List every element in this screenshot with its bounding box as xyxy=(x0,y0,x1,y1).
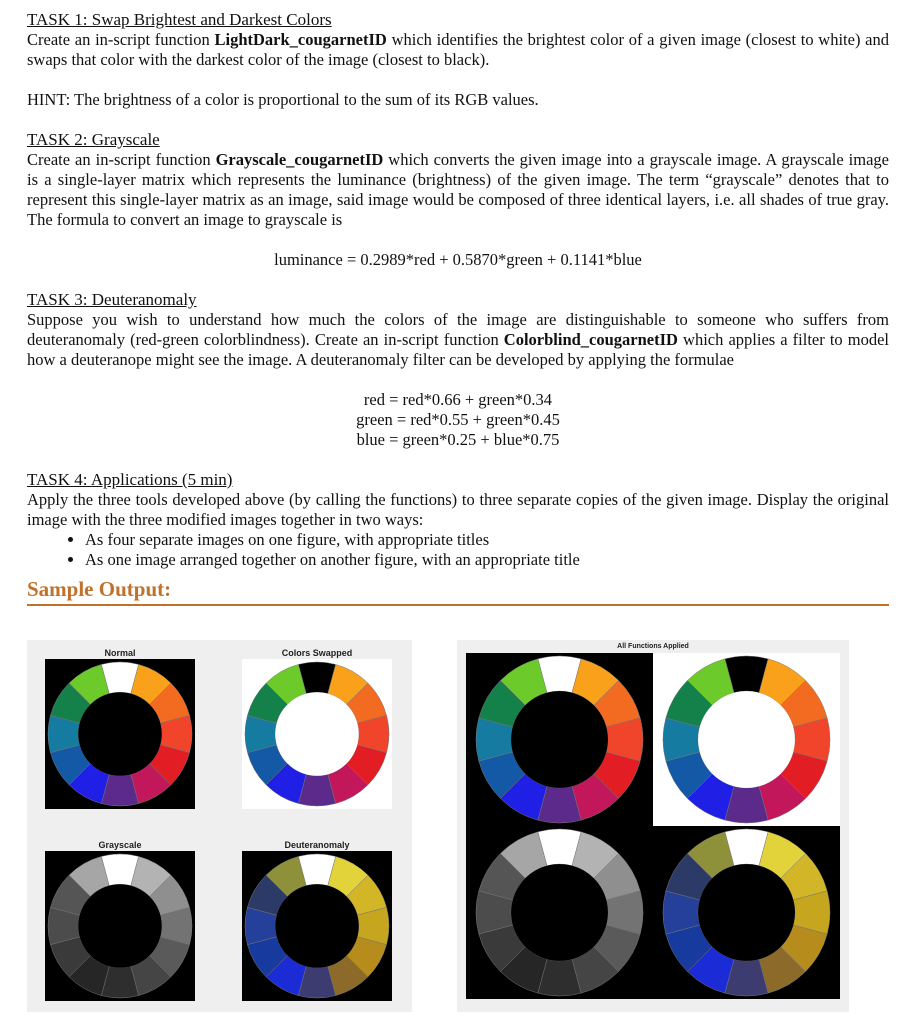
task2-paragraph: Create an in-script function Grayscale_cougarnetID which converts the given image into a grayscale image. A grayscale image is a single-layer matrix which represents the luminance (brightness) of the given image. The term “grayscale” denotes that to represent this single-layer matrix as an image, said image would be composed of three identical layers, i.e. all shades of true gray. The formula to convert an image to grayscale is xyxy=(27,150,889,229)
wheel-center xyxy=(698,864,795,961)
deuter-formula-blue: blue = green*0.25 + blue*0.75 xyxy=(356,430,560,449)
subplot-title-deuteranomaly: Deuteranomaly xyxy=(284,840,350,850)
combined-title: All Functions Applied xyxy=(617,643,689,650)
document-body xyxy=(27,10,889,606)
figure-four-images xyxy=(27,640,412,1012)
deuter-formula-red: red = red*0.66 + green*0.34 xyxy=(363,390,553,409)
wheel-center xyxy=(511,691,608,788)
task4-heading: TASK 4: Applications (5 min) xyxy=(27,470,233,489)
combined-wheel-swapped xyxy=(653,653,840,826)
grayscale-formula: luminance = 0.2989*red + 0.5870*green + 0.1141*blue xyxy=(274,250,642,269)
subplot-title-swapped: Colors Swapped xyxy=(281,648,353,658)
combined-wheel-deuteranomaly xyxy=(653,826,840,999)
task4-paragraph: Apply the three tools developed above (by calling the functions) to three separate copies of the given image. Display the original image with the three modified images together in two ways: xyxy=(27,490,889,529)
subplot-title-normal: Normal xyxy=(104,648,136,658)
wheel-center xyxy=(511,864,608,961)
combined-wheel-grayscale xyxy=(466,826,653,999)
figure-combined-image xyxy=(457,640,849,1012)
wheel-colors-swapped xyxy=(242,659,392,809)
wheel-deuteranomaly xyxy=(242,851,392,1001)
list-item: • As one image arranged together on another figure, with an appropriate title xyxy=(85,550,889,570)
wheel-center xyxy=(78,884,162,968)
wheel-center xyxy=(698,691,795,788)
task2-heading: TASK 2: Grayscale xyxy=(27,130,160,149)
task1-paragraph: Create an in-script function LightDark_cougarnetID which identifies the brightest color of a given image (closest to white) and swaps that color with the darkest color of the image (closest to black). xyxy=(27,30,890,69)
sample-output-title: Sample Output: xyxy=(27,576,889,606)
task1-heading: TASK 1: Swap Brightest and Darkest Colors xyxy=(27,10,332,29)
task3-paragraph: Suppose you wish to understand how much the colors of the image are distinguishable to someone who suffers from deuteranomaly (red-green colorblindness). Create an in-script function Colorblind_cougarnetID which applies a filter to model how a deuteranope might see the image. A deuteranomaly filter can be developed by applying the formulae xyxy=(27,310,889,369)
subplot-title-grayscale: Grayscale xyxy=(98,840,142,850)
wheel-center xyxy=(78,692,162,776)
wheel-center xyxy=(275,884,359,968)
task3-heading: TASK 3: Deuteranomaly xyxy=(27,290,197,309)
function-name-colorblind: Colorblind_cougarnetID xyxy=(503,330,678,349)
list-item: • As four separate images on one figure, with appropriate titles xyxy=(85,530,889,550)
wheel-center xyxy=(275,692,359,776)
combined-wheel-normal xyxy=(466,653,653,826)
deuter-formula-green: green = red*0.55 + green*0.45 xyxy=(356,410,560,429)
task1-hint: HINT: The brightness of a color is proportional to the sum of its RGB values. xyxy=(27,90,539,109)
function-name-lightdark: LightDark_cougarnetID xyxy=(214,30,387,49)
task4-list xyxy=(27,530,889,570)
function-name-grayscale: Grayscale_cougarnetID xyxy=(215,150,384,169)
wheel-normal xyxy=(45,659,195,809)
wheel-grayscale xyxy=(45,851,195,1001)
